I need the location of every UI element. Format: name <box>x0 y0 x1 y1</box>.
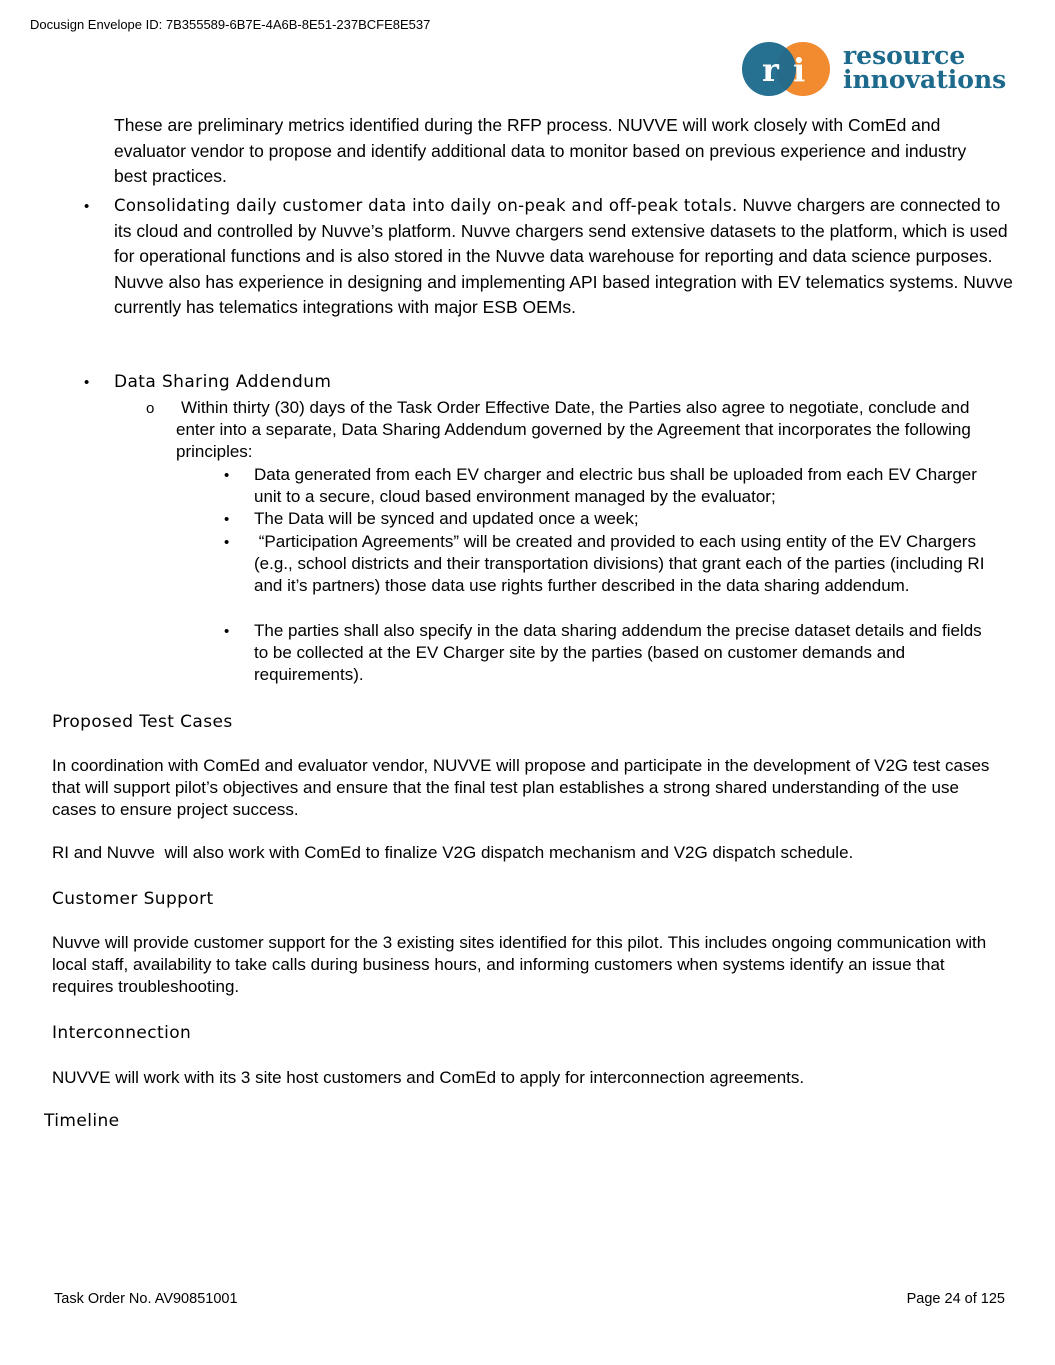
data-sharing-item: The Data will be synced and updated once a week; <box>254 509 639 528</box>
svg-text:r: r <box>762 51 779 89</box>
bullet-marker: • <box>84 374 90 391</box>
customer-support-paragraph: Nuvve will provide customer support for the 3 existing sites identified for this pilot. This includes ongoing communication with local staff, availability to take calls during business hours, and informing customers when systems identify an issue that requires troubleshooting. <box>52 933 987 996</box>
interconnection-heading: Interconnection <box>52 1023 192 1043</box>
bullet-marker: • <box>224 534 230 551</box>
proposed-test-cases-heading: Proposed Test Cases <box>52 712 233 732</box>
bullet-marker: • <box>224 511 230 528</box>
bullet-marker: • <box>224 467 230 484</box>
interconnection-paragraph: NUVVE will work with its 3 site host customers and ComEd to apply for interconnection agreements. <box>52 1068 805 1087</box>
svg-text:i: i <box>793 51 806 89</box>
proposed-test-cases-paragraph: In coordination with ComEd and evaluator vendor, NUVVE will propose and participate in the development of V2G test cases that will support pilot’s objectives and ensure that the final test plan establishes a strong shared understanding of the use cases to ensure project success. <box>52 756 990 819</box>
sub-bullet-marker: o <box>146 400 155 417</box>
intro-paragraph: These are preliminary metrics identified during the RFP process. NUVVE will work closely with ComEd and evaluator vendor to propose and identify additional data to monitor based on previous experience and industry best practices. <box>114 115 967 186</box>
bullet-marker: • <box>84 198 90 215</box>
bullet-marker: • <box>224 623 230 640</box>
footer-task-order: Task Order No. AV90851001 <box>54 1291 238 1307</box>
resource-innovations-logo <box>740 40 1012 98</box>
data-sharing-item: “Participation Agreements” will be created and provided to each using entity of the EV Chargers (e.g., school districts and their transportation divisions) that grant each of the parties (including RI and it’s partners) those data use rights further described in the data sharing addendum. <box>254 532 990 595</box>
footer-page-number: Page 24 of 125 <box>906 1291 1005 1307</box>
logo-word-innovations: innovations <box>843 65 1007 94</box>
consolidating-paragraph <box>114 193 1014 321</box>
customer-support-heading: Customer Support <box>52 889 214 909</box>
envelope-id: Docusign Envelope ID: 7B355589-6B7E-4A6B-8E51-237BCFE8E537 <box>30 17 431 32</box>
data-sharing-title: Data Sharing Addendum <box>114 372 332 392</box>
data-sharing-sub: Within thirty (30) days of the Task Order Effective Date, the Parties also agree to negotiate, conclude and enter into a separate, Data Sharing Addendum governed by the Agreement that incorporates the following principles: <box>176 398 971 461</box>
logo-word-resource: resource <box>843 41 966 70</box>
ri-logo-icon <box>740 41 832 97</box>
dispatch-paragraph: RI and Nuvve will also work with ComEd to finalize V2G dispatch mechanism and V2G dispatch schedule. <box>52 843 854 862</box>
consolidating-lead: Consolidating daily customer data into daily on-peak and off-peak totals. <box>114 196 738 215</box>
data-sharing-item: The parties shall also specify in the data sharing addendum the precise dataset details and fields to be collected at the EV Charger site by the parties (based on customer demands and requirements). <box>254 621 982 684</box>
consolidating-text: Nuvve chargers are connected to its cloud and controlled by Nuvve’s platform. Nuvve chargers send extensive datasets to the platform, which is used for operational functions and is also stored in the Nuvve data warehouse for reporting and data science purposes. Nuvve also has experience in designing and implementing API based integration with EV telematics systems. Nuvve currently has telematics integrations with major ESB OEMs. <box>114 195 1013 317</box>
timeline-heading: Timeline <box>44 1111 120 1131</box>
data-sharing-item: Data generated from each EV charger and electric bus shall be uploaded from each EV Charger unit to a secure, cloud based environment managed by the evaluator; <box>254 465 977 506</box>
